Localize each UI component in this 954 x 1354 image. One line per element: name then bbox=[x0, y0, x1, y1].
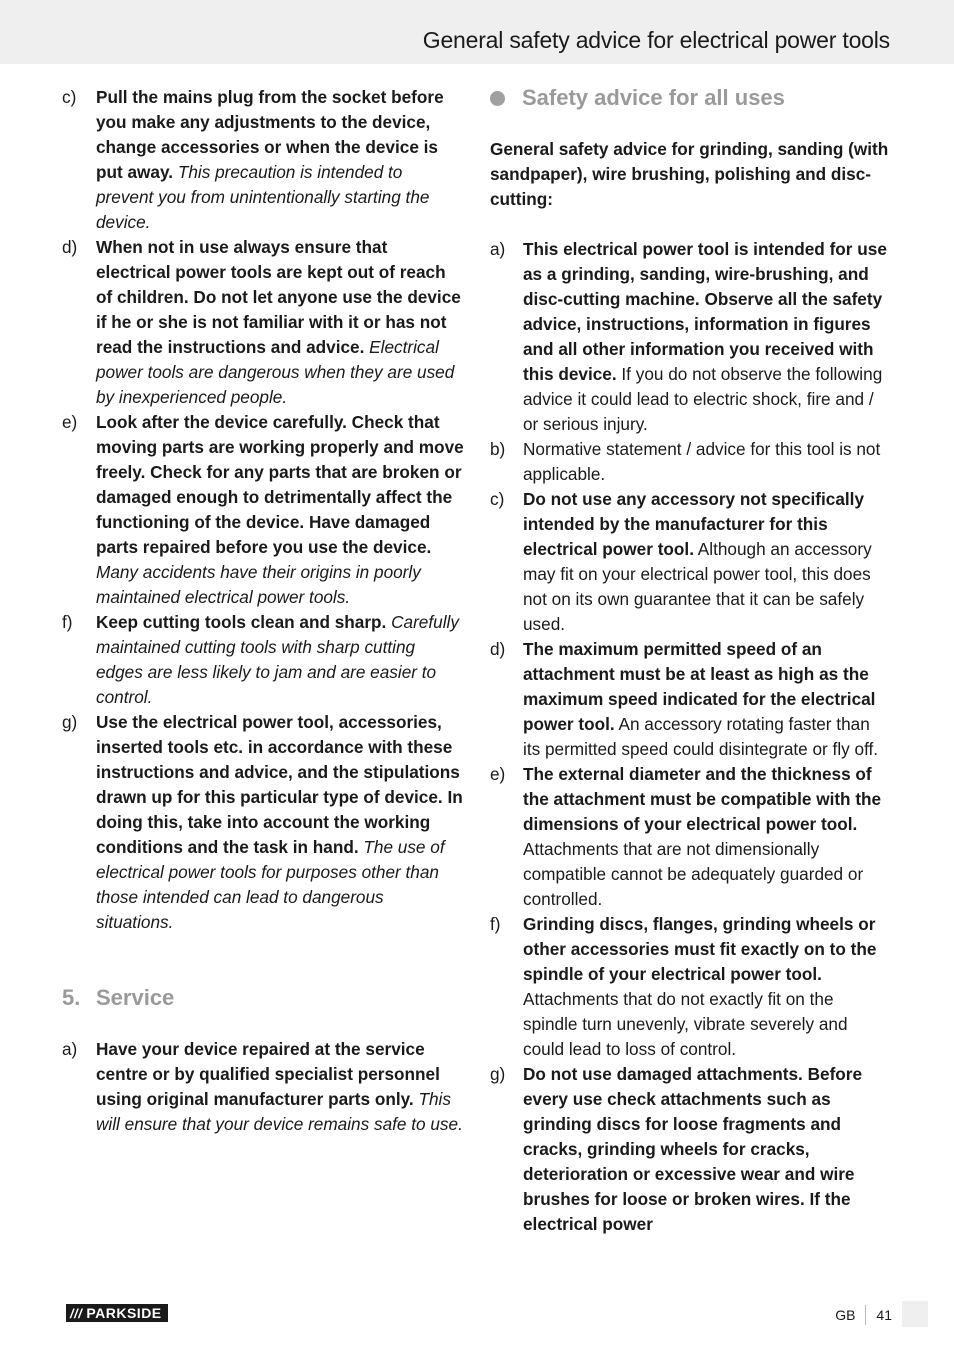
language-code: GB bbox=[835, 1307, 856, 1323]
footer-tab bbox=[902, 1301, 928, 1327]
list-item bbox=[62, 410, 464, 610]
parkside-logo bbox=[66, 1304, 168, 1322]
list-item bbox=[62, 710, 464, 935]
item-label: a) bbox=[490, 239, 506, 259]
item-label: g) bbox=[490, 1064, 506, 1084]
item-label: b) bbox=[490, 439, 506, 459]
item-label: f) bbox=[490, 914, 501, 934]
section-number: 5. bbox=[62, 985, 81, 1010]
item-label: e) bbox=[490, 764, 506, 784]
page-number-block bbox=[835, 1305, 892, 1325]
section-intro: General safety advice for grinding, sanding (with sandpaper), wire brushing, polishing and disc-cutting: bbox=[490, 139, 889, 209]
list-item bbox=[62, 610, 464, 710]
item-bold-text: Look after the device carefully. Check that moving parts are working properly and move freely. Check for any parts that are broken or damaged enough to detrimentally affect the functioning of the device. Have damaged parts repaired before you use the device. bbox=[96, 412, 464, 557]
item-italic-text: Carefully maintained cutting tools with sharp cutting edges are less likely to jam and are easier to control. bbox=[96, 612, 459, 707]
item-bold-text: When not in use always ensure that electrical power tools are kept out of reach of children. Do not let anyone use the device if he or she is not familiar with it or has not read the instructions and advice. bbox=[96, 237, 461, 357]
item-label: f) bbox=[62, 612, 73, 632]
item-bold-text: Keep cutting tools clean and sharp. bbox=[96, 612, 387, 632]
page-title: General safety advice for electrical power tools bbox=[422, 27, 890, 53]
list-item bbox=[490, 912, 890, 1062]
right-column bbox=[490, 85, 890, 1237]
item-italic-text: This will ensure that your device remains safe to use. bbox=[96, 1089, 463, 1134]
list-item bbox=[490, 437, 890, 487]
item-label: g) bbox=[62, 712, 78, 732]
list-item bbox=[490, 762, 890, 912]
brand-name: PARKSIDE bbox=[86, 1305, 162, 1321]
item-label: d) bbox=[62, 237, 78, 257]
section-title: Service bbox=[96, 985, 175, 1010]
list-item bbox=[490, 487, 890, 637]
list-item bbox=[490, 237, 890, 437]
list-item bbox=[490, 1062, 890, 1237]
footer-divider bbox=[865, 1305, 866, 1325]
item-italic-text: Many accidents have their origins in poorly maintained electrical power tools. bbox=[96, 562, 421, 607]
item-bold-text: Do not use any accessory not specifically intended by the manufacturer for this electrical power tool. bbox=[523, 489, 865, 559]
list-item bbox=[62, 1037, 464, 1137]
list-item bbox=[490, 637, 890, 762]
item-label: d) bbox=[490, 639, 506, 659]
list-item bbox=[62, 85, 464, 235]
service-heading bbox=[62, 985, 464, 1011]
item-bold-text: Use the electrical power tool, accessories, inserted tools etc. in accordance with these instructions and advice, and the stipulations drawn up for this particular type of device. In doing this, take into account the working conditions and the task in hand. bbox=[96, 712, 463, 857]
item-normal-text: Attachments that do not exactly fit on the spindle turn unevenly, vibrate severely and could lead to loss of control. bbox=[523, 989, 848, 1059]
item-bold-text: The external diameter and the thickness of the attachment must be compatible with the dimensions of your electrical power tool. bbox=[523, 764, 882, 834]
safety-heading bbox=[490, 85, 890, 111]
item-normal-text: Attachments that are not dimensionally compatible cannot be adequately guarded or controlled. bbox=[523, 839, 864, 909]
item-bold-text: Do not use damaged attachments. Before every use check attachments such as grinding discs for loose fragments and cracks, grinding wheels for cracks, deterioration or excessive wear and wire brushes for loose or broken wires. If the electrical power bbox=[523, 1064, 863, 1234]
item-italic-text: This precaution is intended to prevent you from unintentionally starting the device. bbox=[96, 162, 430, 232]
item-normal-text: Although an accessory may fit on your electrical power tool, this does not on its own guarantee that it can be safely used. bbox=[523, 539, 872, 634]
logo-mark-icon: /// bbox=[70, 1305, 83, 1321]
item-bold-text: Have your device repaired at the service centre or by qualified specialist personnel using original manufacturer parts only. bbox=[96, 1039, 440, 1109]
left-column bbox=[62, 85, 464, 1137]
item-label: e) bbox=[62, 412, 78, 432]
item-normal-text: If you do not observe the following advice it could lead to electric shock, fire and / or serious injury. bbox=[523, 364, 883, 434]
item-label: c) bbox=[62, 87, 77, 107]
section-title: Safety advice for all uses bbox=[522, 85, 785, 110]
item-italic-text: The use of electrical power tools for purposes other than those intended can lead to dangerous situations. bbox=[96, 837, 445, 932]
item-label: c) bbox=[490, 489, 505, 509]
page-number: 41 bbox=[876, 1307, 892, 1323]
item-bold-text: Grinding discs, flanges, grinding wheels or other accessories must fit exactly on to the spindle of your electrical power tool. bbox=[523, 914, 877, 984]
bullet-icon bbox=[490, 91, 505, 106]
header-band bbox=[0, 0, 954, 64]
item-normal-text: Normative statement / advice for this tool is not applicable. bbox=[523, 439, 881, 484]
item-label: a) bbox=[62, 1039, 78, 1059]
item-bold-text: The maximum permitted speed of an attachment must be at least as high as the maximum speed indicated for the electrical power tool. bbox=[523, 639, 876, 734]
item-bold-text: This electrical power tool is intended for use as a grinding, sanding, wire-brushing, and disc-cutting machine. Observe all the safety advice, instructions, information in figures and all other information you received with this device. bbox=[523, 239, 887, 384]
item-bold-text: Pull the mains plug from the socket before you make any adjustments to the device, change accessories or when the device is put away. bbox=[96, 87, 444, 182]
item-italic-text: Electrical power tools are dangerous when they are used by inexperienced people. bbox=[96, 337, 455, 407]
list-item bbox=[62, 235, 464, 410]
item-normal-text: An accessory rotating faster than its permitted speed could disintegrate or fly off. bbox=[523, 714, 879, 759]
